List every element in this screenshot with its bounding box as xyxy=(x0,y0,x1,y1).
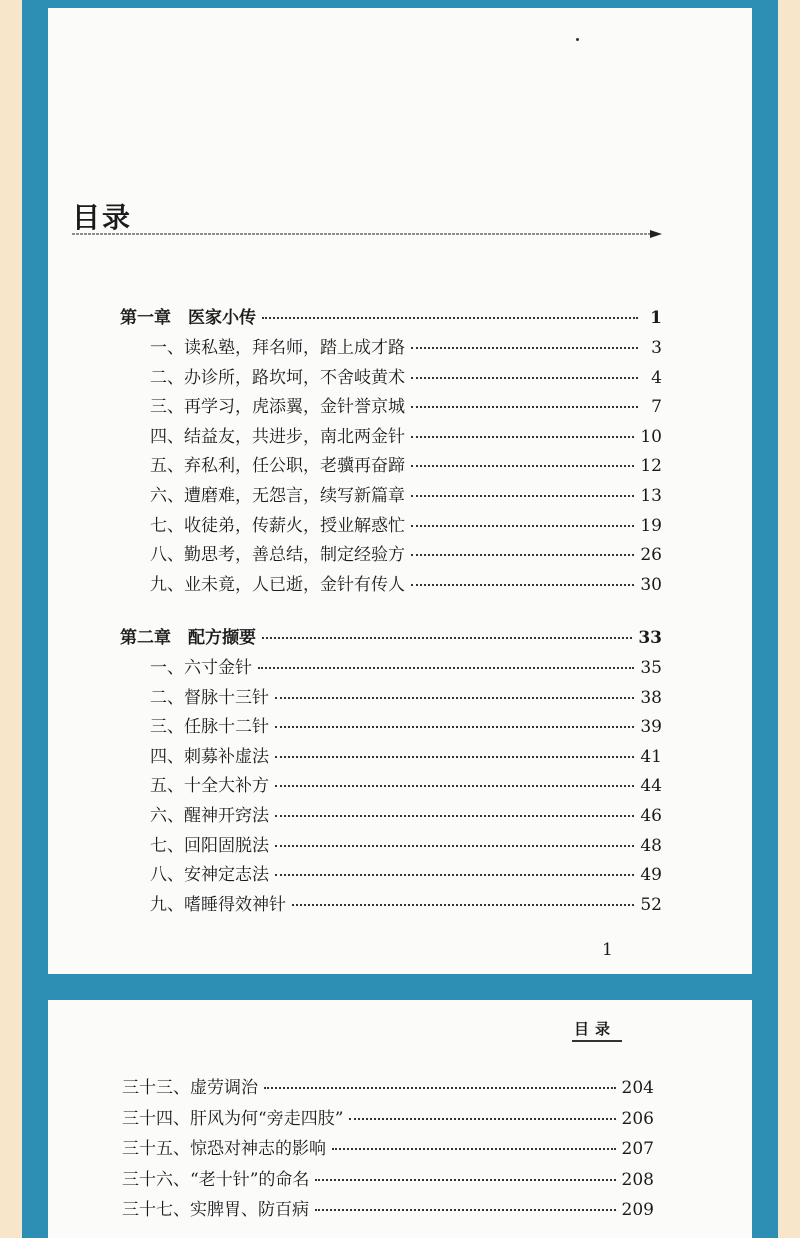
toc-entry-page: 30 xyxy=(640,574,662,595)
toc-entry-label: 四、刺募补虚法 xyxy=(150,746,269,767)
toc-chapter-row[interactable] xyxy=(120,628,662,648)
toc-entry-label: 七、收徒弟，传薪火，授业解惑忙 xyxy=(150,515,405,536)
toc-entry-label: 二、办诊所，路坎坷，不舍岐黄术 xyxy=(150,367,405,388)
toc-item-row[interactable] xyxy=(150,776,662,796)
dot-leader xyxy=(275,873,634,876)
dot-leader xyxy=(275,844,634,847)
dot-leader xyxy=(262,636,632,639)
toc-entry-page: 44 xyxy=(640,776,662,797)
dot-leader xyxy=(411,435,634,438)
toc-chapter-row[interactable] xyxy=(120,308,662,328)
toc-item-row[interactable] xyxy=(150,397,662,417)
toc-entry-page: 49 xyxy=(640,865,662,886)
toc-entry-label: 三十三、虚劳调治 xyxy=(122,1078,258,1098)
toc-item-row[interactable] xyxy=(122,1109,654,1129)
toc-entry-label: 九、业未竟，人已逝，金针有传人 xyxy=(150,574,405,595)
toc-entry-label: 三、再学习，虎添翼，金针誉京城 xyxy=(150,397,405,418)
toc-entry-label: 三、任脉十二针 xyxy=(150,717,269,738)
toc-entry-page: 48 xyxy=(640,835,662,856)
toc-entry-page: 41 xyxy=(640,746,662,767)
toc-entry-label: 三十五、惊恐对神志的影响 xyxy=(122,1139,326,1159)
toc-item-row[interactable] xyxy=(150,658,662,678)
toc-entry-label: 五、弃私利，任公职，老骥再奋蹄 xyxy=(150,456,405,477)
toc-entry-label: 九、嗜睡得效神针 xyxy=(150,894,286,915)
dot-leader xyxy=(275,814,634,817)
toc-item-row[interactable] xyxy=(150,545,662,565)
toc-item-row[interactable] xyxy=(122,1170,654,1190)
toc-entry-label: 三十七、实脾胃、防百病 xyxy=(122,1200,309,1220)
toc-item-row[interactable] xyxy=(150,747,662,767)
toc-item-row[interactable] xyxy=(122,1139,654,1159)
toc-entry-label: 八、安神定志法 xyxy=(150,865,269,886)
toc-item-row[interactable] xyxy=(150,486,662,506)
dot-leader xyxy=(292,903,634,906)
toc-entry-page: 209 xyxy=(621,1200,654,1220)
dot-leader xyxy=(411,464,634,467)
toc-item-row[interactable] xyxy=(150,836,662,856)
toc-entry-page: 39 xyxy=(640,717,662,738)
dot-leader xyxy=(411,553,634,556)
page-number: 1 xyxy=(602,940,613,960)
toc-entry-label: 四、结益友，共进步，南北两金针 xyxy=(150,426,405,447)
toc-item-row[interactable] xyxy=(150,338,662,358)
toc-entry-label: 三十六、“老十针”的命名 xyxy=(122,1169,310,1190)
toc-entry-page: 7 xyxy=(651,397,662,418)
toc-item-row[interactable] xyxy=(150,575,662,595)
toc-entry-label: 第二章 配方撷要 xyxy=(120,628,256,648)
toc-item-row[interactable] xyxy=(122,1200,654,1220)
dot-leader xyxy=(411,376,638,379)
toc-item-row[interactable] xyxy=(150,368,662,388)
toc-entry-label: 七、回阳固脱法 xyxy=(150,835,269,856)
dot-leader xyxy=(315,1208,616,1211)
toc-entry-page: 46 xyxy=(640,806,662,826)
title-arrow-rule xyxy=(72,228,662,240)
dot-leader xyxy=(411,346,638,349)
toc-entry-label: 第一章 医家小传 xyxy=(120,308,256,328)
dot-leader xyxy=(411,494,634,497)
toc-entry-page: 207 xyxy=(621,1139,654,1159)
dot-leader xyxy=(411,583,634,586)
toc-entry-label: 三十四、肝风为何“旁走四肢” xyxy=(122,1108,344,1129)
dot-leader xyxy=(349,1117,615,1120)
header-rule xyxy=(572,1040,622,1042)
toc-entry-page: 38 xyxy=(640,687,662,708)
toc-entry-page: 3 xyxy=(651,338,662,358)
toc-entry-page: 208 xyxy=(621,1169,654,1190)
dot-leader xyxy=(332,1147,616,1150)
toc-item-row[interactable] xyxy=(150,717,662,737)
toc-entry-page: 52 xyxy=(640,894,662,915)
toc-entry-page: 19 xyxy=(640,515,662,536)
toc-item-row[interactable] xyxy=(122,1078,654,1098)
toc-item-row[interactable] xyxy=(150,516,662,536)
toc-entry-label: 一、读私塾，拜名师，踏上成才路 xyxy=(150,338,405,358)
dot-leader xyxy=(275,725,634,728)
toc-entry-page: 1 xyxy=(650,308,662,328)
page-title: 目录 xyxy=(72,201,133,234)
toc-entry-page: 10 xyxy=(640,426,662,447)
toc-entry-page: 13 xyxy=(640,486,662,506)
running-header: 目录 xyxy=(574,1020,617,1038)
speck-mark xyxy=(576,38,579,41)
toc-entry-page: 204 xyxy=(621,1078,654,1098)
toc-entry-page: 4 xyxy=(651,367,662,388)
dot-leader xyxy=(264,1086,616,1089)
dot-leader xyxy=(315,1178,615,1181)
toc-entry-label: 八、勤思考，善总结，制定经验方 xyxy=(150,545,405,566)
dot-leader xyxy=(275,755,634,758)
dot-leader xyxy=(262,316,638,319)
toc-entry-label: 二、督脉十三针 xyxy=(150,687,269,708)
toc-entry-page: 12 xyxy=(640,456,662,477)
toc-entry-label: 五、十全大补方 xyxy=(150,776,269,797)
toc-entry-page: 206 xyxy=(621,1108,654,1129)
dot-leader xyxy=(258,666,634,669)
toc-entry-page: 26 xyxy=(640,545,662,566)
toc-item-row[interactable] xyxy=(150,806,662,826)
dot-leader xyxy=(275,784,634,787)
toc-item-row[interactable] xyxy=(150,427,662,447)
toc-entry-page: 35 xyxy=(640,658,662,678)
toc-entry-label: 六、遭磨难，无怨言，续写新篇章 xyxy=(150,486,405,506)
dot-leader xyxy=(275,696,634,699)
toc-entry-label: 一、六寸金针 xyxy=(150,658,252,678)
toc-item-row[interactable] xyxy=(150,688,662,708)
dot-leader xyxy=(411,524,634,527)
toc-entry-page: 33 xyxy=(638,628,662,648)
toc-item-row[interactable] xyxy=(150,456,662,476)
toc-item-row[interactable] xyxy=(150,865,662,885)
dot-leader xyxy=(411,405,638,408)
toc-item-row[interactable] xyxy=(150,895,662,915)
toc-entry-label: 六、醒神开窍法 xyxy=(150,806,269,826)
